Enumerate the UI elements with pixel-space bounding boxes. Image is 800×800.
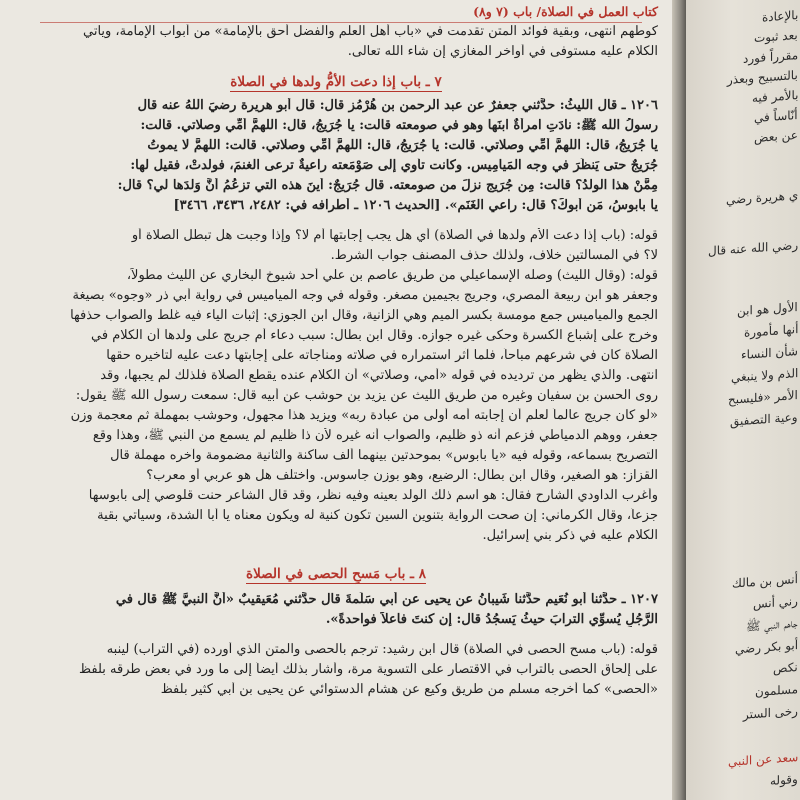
hadith-line: الرَّجُلِ يُسوِّي الترابَ حيثُ يَسجُدُ قال: إن كنتَ فاعلاً فواحدةً». [325,612,658,627]
facing-fragment: رني أنس [753,594,798,612]
facing-page [686,0,800,800]
facing-fragment: وقوله [770,772,798,788]
facing-fragment: مقرراً فورد [742,48,798,66]
commentary-line: «لو كان جريج عالماً لعلم أن إجابته أمه أولى من عبادة ربه» ويزيد هذا مجهول، وحوشب بمهملة ثم معجمة وزن [70,408,658,423]
facing-fragment: أبو بكر رضي [734,638,798,657]
facing-fragment: عن بعض [754,128,798,146]
commentary-line: انتهى. والذي يظهر من ترديده في قوله «أمي، وصلاتي» أن الكلام عنده يقطع الصلاة فلذلك لم يجبها، وقد [100,368,658,383]
commentary-line: قوله: (باب إذا دعت الأم ولدها في الصلاة) أي هل يجب إجابتها أم لا؟ وإذا وجبت هل تبطل الصلاة أو [131,228,658,243]
hadith-line: يا بابوسُ، مَن أبوكَ؟ قال: راعي الغَنَم». [الحديث ١٢٠٦ ـ أطرافه في: ٢٤٨٢، ٣٤٣٦، ٣٤٦٦] [173,198,658,213]
commentary-line: لا؟ في المسألتين خلاف، ولذلك حذف المصنف جواب الشرط. [330,248,658,263]
facing-fragment: الأول هو ابن [737,300,798,319]
commentary-line: وخرج على إشباع الكسرة وحكى غيره جوازه. وقال ابن بطال: سبب دعاء أم جريج على ولدها أن الكلام في [91,328,658,343]
section-heading: ٨ ـ باب مَسحِ الحصى في الصلاة [246,566,426,582]
facing-fragment: أنها مأمورة [743,322,798,340]
facing-fragment: جاهم النبي ﷺ [746,616,798,634]
commentary-line: الجمع والمياميس جمع مومسة بكسر الميم وهي الزانية، وقال ابن الجوزي: إثبات الياء فيه غلط والصواب حذفها [70,308,658,323]
commentary-line: جزعاً، وقال الكرماني: إن صحت الرواية بتنوين السين تكون كنية له ويكون معناه يا أبا الشدة، وسيأتي بقية [97,508,658,523]
facing-fragment: رضي الله عنه قال [707,238,798,259]
intro-line: كوطهم انتهى، وبقية فوائد المتن تقدمت في «باب أهل العلم والفضل أحق بالإمامة» من أبواب الإمامة، ويأتي [82,24,658,39]
commentary-line: قوله: (باب مسح الحصى في الصلاة) قال ابن رشيد: ترجم بالحصى والمتن الذي أورده (في التراب) لينبه [106,642,658,657]
commentary-line: الكلام عليه في ذكر بني إسرائيل. [482,528,658,543]
commentary-line: وأغرب الداودي الشارح فقال: هو اسم ذلك الولد بعينه وفيه نظر، وقد قال الشاعر حنت قلوصي إلى بابوسها [88,488,658,503]
running-title: كتاب العمل في الصلاة/ باب (٧ و٨) [473,4,658,19]
facing-fragment: رخى الستر [743,704,798,722]
commentary-line: جعفر، ووهم الدمياطي فزعم أنه ذو ظليم، والصواب أنه غيره لأن ذا ظليم لم يسمع من النبي ﷺ، وهذا وقع [92,428,658,443]
hadith-line: مِمَّنْ هذا الولدُ؟ قالت: مِن جُرَيجٍ نزلَ من صومعته. قال جُرَيجٌ: أينَ هذه التي تزعُمُ أنَّ وَلدَها لي؟ قال: [117,178,658,193]
facing-fragment: شأن النساء [741,344,798,362]
facing-fragment: بالتسبيح وبعذر [727,68,798,87]
facing-fragment: بالإعادة [761,8,798,25]
commentary-line: التصريح بسماعه، وقوله فيه «يا بابوس» بموحدتين بينهما ألف ساكنة والثانية مضمومة وآخره مهملة قال [110,448,658,463]
hadith-line: رسولُ الله ﷺ: نادَتِ امرأةٌ ابنَها وهو في صومعته قالت: يا جُرَيجُ، قال: اللهمَّ أمِّي وصلاتي. قالت: [140,118,658,133]
facing-fragment: ي هريرة رضي [725,188,798,208]
hadith-line: يا جُرَيجُ، قال: اللهمَّ أمِّي وصلاتي. قالت: يا جُرَيجُ، قال: اللهمَّ أمِّي وصلاتي. قالت: اللهمَّ لا يموتُ [147,138,658,153]
facing-fragment: الذم ولا ينبغي [730,366,798,385]
commentary-line: قوله: (وقال الليث) وصله الإسماعيلي من طريق عاصم بن علي أحد شيوخ البخاري عن الليث مطولاً، [126,268,658,283]
facing-fragment: بعد ثبوت [754,28,798,46]
commentary-line: «الحصى» كما أخرجه مسلم من طريق وكيع عن هشام الدستوائي عن يحيى بن أبي كثير بلفظ [160,682,658,697]
facing-fragment: مسلمون [754,682,798,700]
commentary-line: الصلاة كان في شرعهم مباحاً، فلما آثر استمراره في صلاته ومناجاته على إجابتها دعت عليه لتأخيره حقها [106,348,658,363]
facing-fragment: أنس بن مالك [732,572,798,591]
commentary-line: روى الحسن بن سفيان وغيره من طريق الليث عن يزيد بن حوشب عن أبيه قال: سمعت رسول الله ﷺ يقول: [75,388,658,403]
section-heading: ٧ ـ باب إذا دعت الأمُّ ولدها في الصلاة [230,74,442,90]
facing-fragment: وعية التصفيق [730,410,798,429]
commentary-line: وجعفر هو ابن ربيعة المصري، وجريج بجيمين مصغر. وقوله في وجه المياميس في رواية أبي ذر «وجوه» بصيغة [72,288,658,303]
intro-line: الكلام عليه مستوفى في أواخر المغازي إن شاء الله تعالى. [347,44,658,59]
facing-fragment: بالأمر فيه [751,88,798,106]
facing-fragment: نكص [773,660,798,676]
commentary-line: على إلحاق الحصى بالتراب في الاقتصار على التسوية مرة، وأشار بذلك أيضاً إلى ما ورد في بعض طرقه بلفظ [79,662,658,677]
running-header [10,4,658,22]
hadith-line: ١٢٠٦ ـ قال الليثُ: حدَّثني جعفرٌ عن عبد الرحمن بن هُرْمُز قال: قال أبو هريرة رضيَ اللهُ عنه قال [137,98,658,113]
hadith-line: ١٢٠٧ ـ حدَّثنا أبو نُعَيم حدَّثنا شَيبانُ عن يحيى عن أبي سَلَمةَ قال حدَّثني مُعَيقيبٌ «أنَّ النبيَّ ﷺ قال في [115,592,658,607]
commentary-line: القزاز: هو الصغير، وقال ابن بطال: الرضيع، وهو بوزن جاسوس. واختلف هل هو عربي أو معرب؟ [146,468,658,483]
hadith-line: جُرَيجٌ حتى يَنظُرَ في وجه المَيامِيسِ. وكانت تأوي إلى صَوْمَعته راعيةٌ ترعى الغنمَ، فولدتْ، فقيل لها: [130,158,658,173]
facing-fragment: الأمر «فليسبح [728,388,798,407]
book-gutter [672,0,686,800]
facing-fragment: سعد عن النبي [727,750,798,769]
header-rule [40,22,642,23]
facing-fragment: أنّاساً في [754,108,798,126]
